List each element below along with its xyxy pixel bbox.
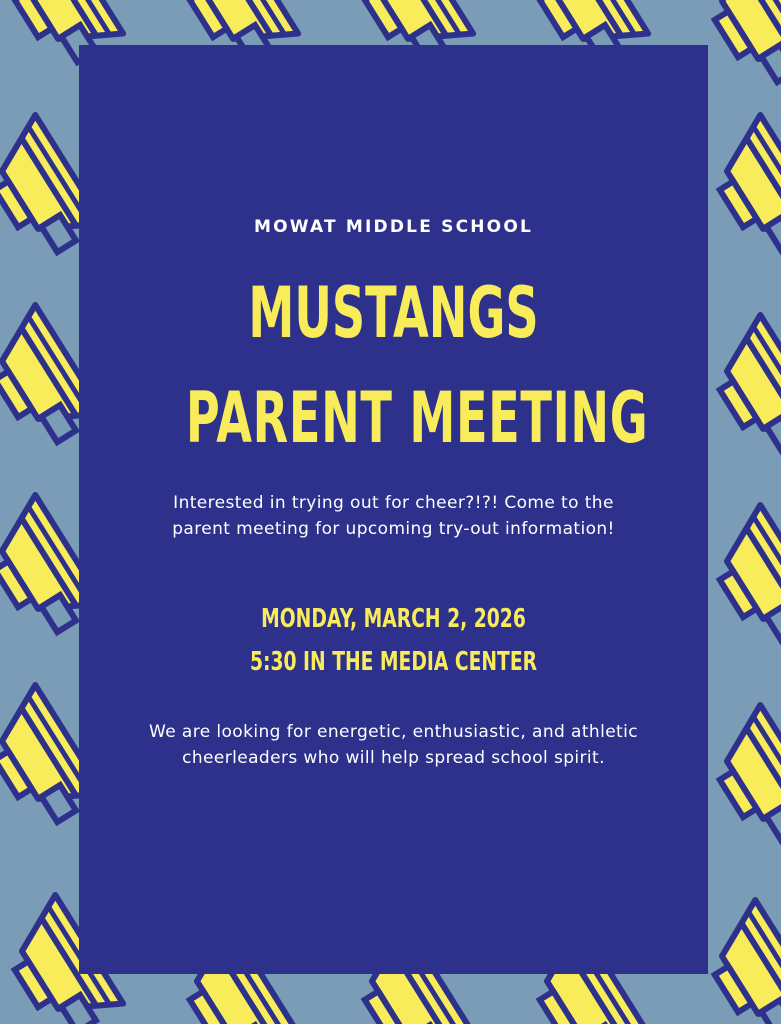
- event-time-location: 5:30 IN THE MEDIA CENTER: [249, 647, 538, 677]
- intro-paragraph: Interested in trying out for cheer?!?! Come to the parent meeting for upcoming try-out information!: [172, 493, 615, 539]
- flyer-panel: [79, 45, 708, 974]
- title-line-1: MUSTANGS: [248, 272, 539, 354]
- title-line-2: PARENT MEETING: [185, 377, 649, 459]
- event-date: MONDAY, MARCH 2, 2026: [261, 604, 526, 634]
- school-name: MOWAT MIDDLE SCHOOL: [253, 217, 534, 237]
- closing-paragraph: We are looking for energetic, enthusiastic, and athletic cheerleaders who will help spread school spirit.: [149, 722, 638, 768]
